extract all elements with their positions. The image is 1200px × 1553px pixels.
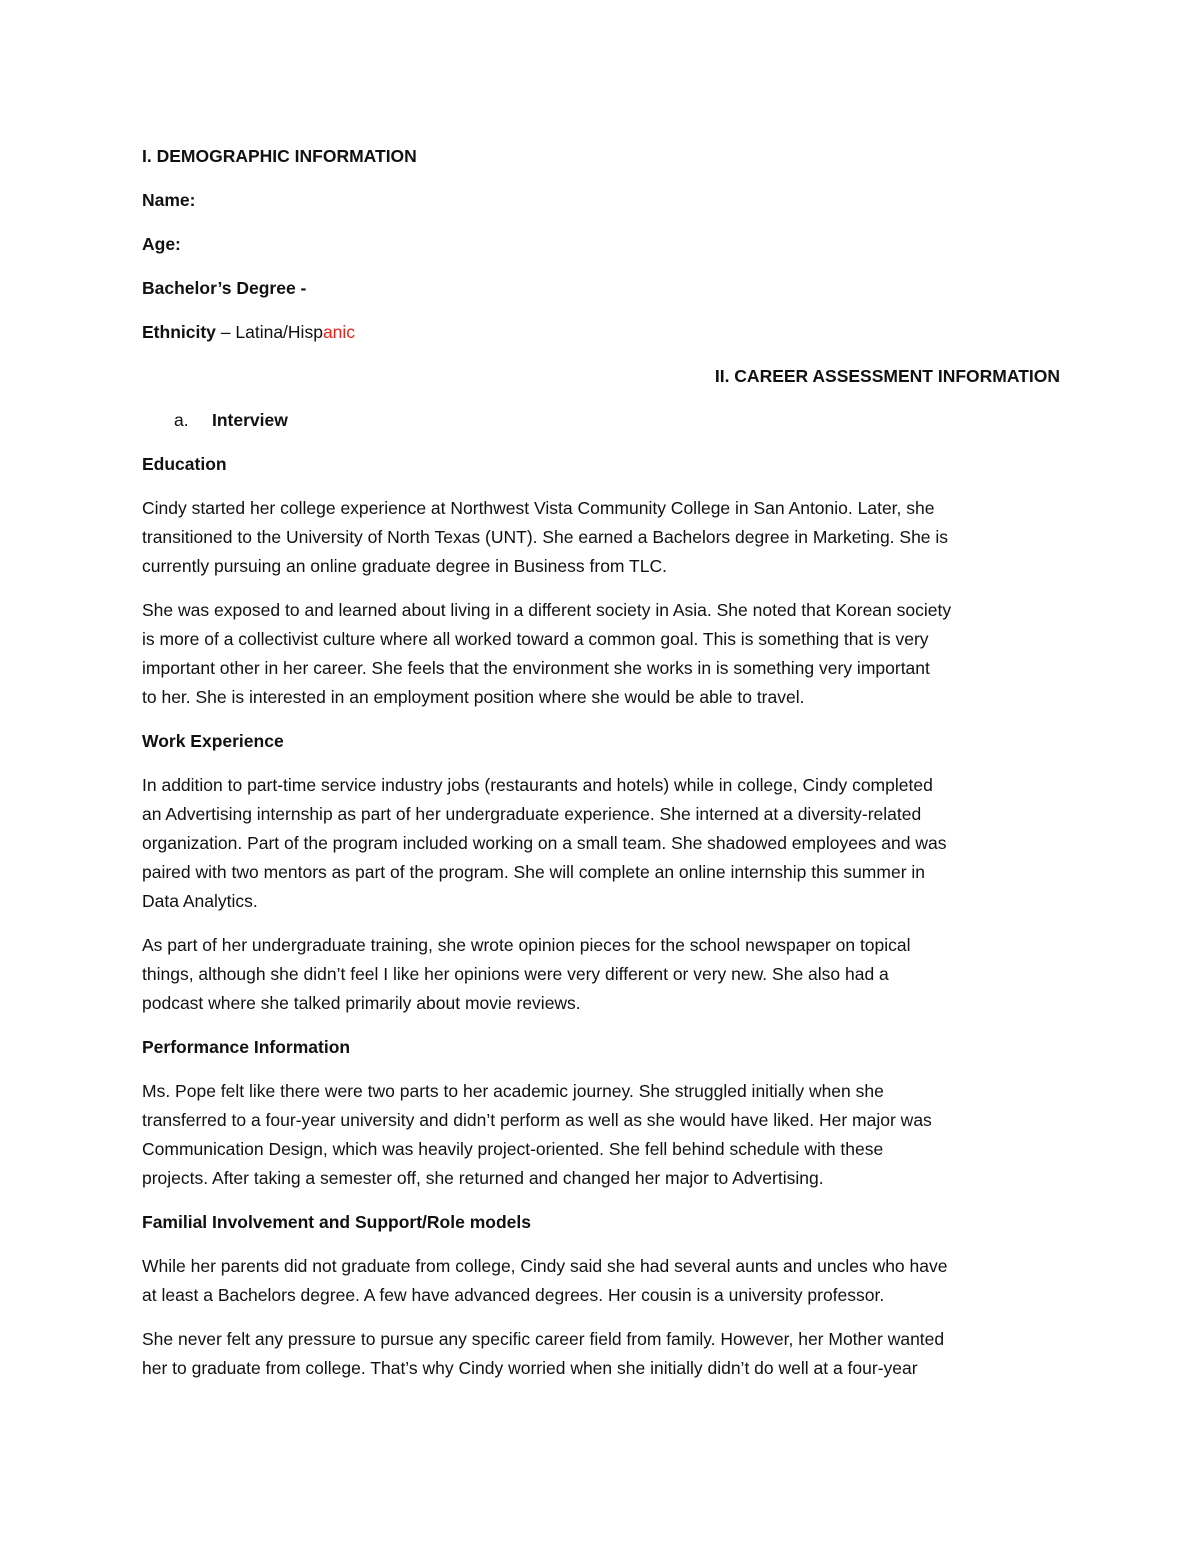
ethnicity-separator: – (215, 322, 236, 342)
paragraph-line: is more of a collectivist culture where all worked toward a common goal. This is something that is very (142, 629, 929, 649)
paragraph-line: organization. Part of the program included working on a small team. She shadowed employees and was (142, 833, 947, 853)
performance-heading: Performance Information (142, 1037, 351, 1057)
age-label: Age: (142, 234, 181, 254)
paragraph-line: currently pursuing an online graduate degree in Business from TLC. (142, 556, 667, 576)
education-heading: Education (142, 454, 227, 474)
familial-paragraph-2 (142, 1325, 1060, 1383)
ethnicity-label: Ethnicity (142, 322, 216, 342)
paragraph-line: her to graduate from college. That’s why Cindy worried when she initially didn’t do well at a four-year (142, 1358, 918, 1378)
paragraph-line: podcast where she talked primarily about movie reviews. (142, 993, 581, 1013)
paragraph-line: at least a Bachelors degree. A few have advanced degrees. Her cousin is a university professor. (142, 1285, 885, 1305)
paragraph-line: As part of her undergraduate training, she wrote opinion pieces for the school newspaper on topical (142, 935, 911, 955)
degree-label: Bachelor’s Degree - (142, 278, 307, 298)
paragraph-line: Data Analytics. (142, 891, 258, 911)
ethnicity-line (142, 318, 1060, 347)
paragraph-line: Cindy started her college experience at Northwest Vista Community College in San Antonio. Later, she (142, 498, 935, 518)
paragraph-line: paired with two mentors as part of the program. She will complete an online internship this summer in (142, 862, 926, 882)
paragraph-line: transitioned to the University of North Texas (UNT). She earned a Bachelors degree in Marketing. She is (142, 527, 949, 547)
paragraph-line: She never felt any pressure to pursue any specific career field from family. However, her Mother wanted (142, 1329, 945, 1349)
paragraph-line: projects. After taking a semester off, she returned and changed her major to Advertising. (142, 1168, 824, 1188)
paragraph-line: transferred to a four-year university and didn’t perform as well as she would have liked. Her major was (142, 1110, 932, 1130)
document-body (142, 142, 1060, 1398)
paragraph-line: important other in her career. She feels that the environment she works in is something very important (142, 658, 930, 678)
paragraph-line: things, although she didn’t feel I like her opinions were very different or very new. She also had a (142, 964, 889, 984)
ethnicity-value: Latina/Hisp (235, 322, 323, 342)
work-experience-heading: Work Experience (142, 731, 284, 751)
performance-paragraph-1 (142, 1077, 1060, 1193)
education-paragraph-1 (142, 494, 1060, 581)
familial-heading: Familial Involvement and Support/Role models (142, 1212, 531, 1232)
list-item-interview (142, 406, 1060, 435)
work-paragraph-2 (142, 931, 1060, 1018)
demographic-heading: I. DEMOGRAPHIC INFORMATION (142, 146, 417, 166)
paragraph-line: an Advertising internship as part of her undergraduate experience. She interned at a diversity-related (142, 804, 922, 824)
paragraph-line: While her parents did not graduate from college, Cindy said she had several aunts and uncles who have (142, 1256, 948, 1276)
list-marker: a. (174, 410, 189, 430)
familial-paragraph-1 (142, 1252, 1060, 1310)
education-paragraph-2 (142, 596, 1060, 712)
paragraph-line: Communication Design, which was heavily project-oriented. She fell behind schedule with these (142, 1139, 884, 1159)
ethnicity-value-highlight: anic (322, 322, 356, 342)
career-heading: II. CAREER ASSESSMENT INFORMATION (714, 366, 1060, 386)
paragraph-line: In addition to part-time service industry jobs (restaurants and hotels) while in college, Cindy completed (142, 775, 933, 795)
work-paragraph-1 (142, 771, 1060, 916)
paragraph-line: to her. She is interested in an employment position where she would be able to travel. (142, 687, 805, 707)
list-item-label: Interview (212, 410, 288, 430)
paragraph-line: She was exposed to and learned about living in a different society in Asia. She noted that Korean society (142, 600, 952, 620)
paragraph-line: Ms. Pope felt like there were two parts to her academic journey. She struggled initially when she (142, 1081, 884, 1101)
name-label: Name: (142, 190, 196, 210)
